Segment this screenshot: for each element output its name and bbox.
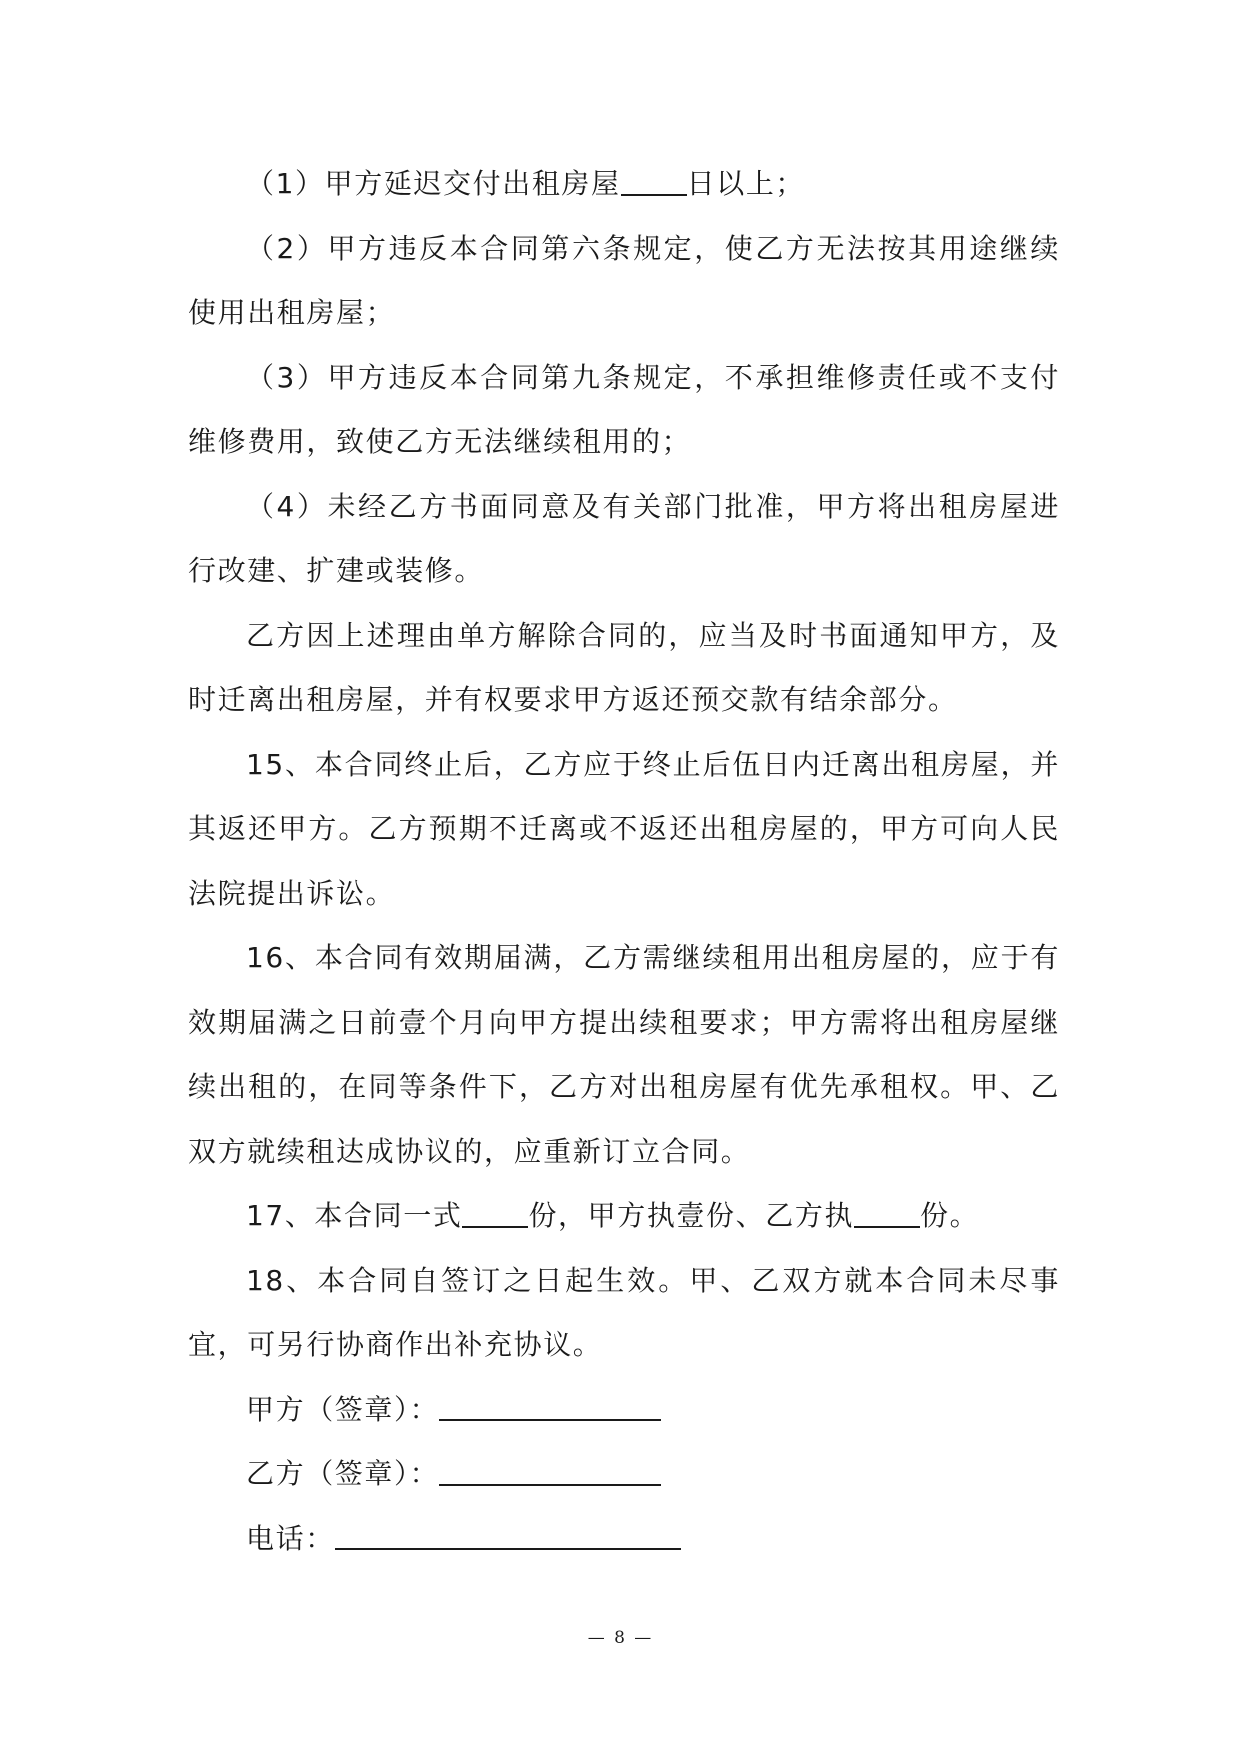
signature-party-a [188,1378,1060,1443]
item-1-suffix: 日以上； [686,167,806,200]
clause-18: 18、本合同自签订之日起生效。甲、乙双方就本合同未尽事宜，可另行协商作出补充协议。 [188,1263,1060,1361]
clause-15: 15、本合同终止后，乙方应于终止后伍日内迁离出租房屋，并其返还甲方。乙方预期不迁离或不返还出租房屋的，甲方可向人民法院提出诉讼。 [188,747,1060,910]
signature-party-b-line [439,1454,661,1485]
signature-party-b-label: 乙方（签章）： [246,1457,440,1490]
page-number: — 8 — [587,1628,654,1648]
clause-17 [188,1184,1060,1249]
item-1-text: （1）甲方延迟交付出租房屋 [246,167,621,200]
blank-copies-party-b [854,1196,920,1227]
clause-17-part2: 份，甲方执壹份、乙方执 [528,1199,855,1232]
item-1 [188,152,1060,217]
contract-body [188,152,1060,1571]
item-2: （2）甲方违反本合同第六条规定，使乙方无法按其用途继续使用出租房屋； [188,231,1060,329]
signature-party-a-line [439,1390,661,1421]
termination-paragraph: 乙方因上述理由单方解除合同的，应当及时书面通知甲方，及时迁离出租房屋，并有权要求甲方返还预交款有结余部分。 [188,618,1060,716]
clause-17-part1: 17、本合同一式 [246,1199,463,1232]
signature-party-b [188,1442,1060,1507]
item-4: （4）未经乙方书面同意及有关部门批准，甲方将出租房屋进行改建、扩建或装修。 [188,489,1060,587]
phone-line [335,1519,681,1550]
signature-party-a-label: 甲方（签章）： [246,1392,440,1426]
clause-16: 16、本合同有效期届满，乙方需继续租用出租房屋的，应于有效期届满之日前壹个月向甲方提出续租要求；甲方需将出租房屋继续出租的，在同等条件下，乙方对出租房屋有优先承租权。甲、乙双方就续租达成协议的，应重新订立合同。 [188,941,1060,1168]
blank-days [621,164,687,195]
phone-field [188,1507,1060,1572]
clause-17-part3: 份。 [920,1199,980,1232]
phone-label: 电话： [246,1521,335,1555]
item-3: （3）甲方违反本合同第九条规定，不承担维修责任或不支付维修费用，致使乙方无法继续租用的； [188,360,1060,458]
blank-copies-total [462,1196,528,1227]
